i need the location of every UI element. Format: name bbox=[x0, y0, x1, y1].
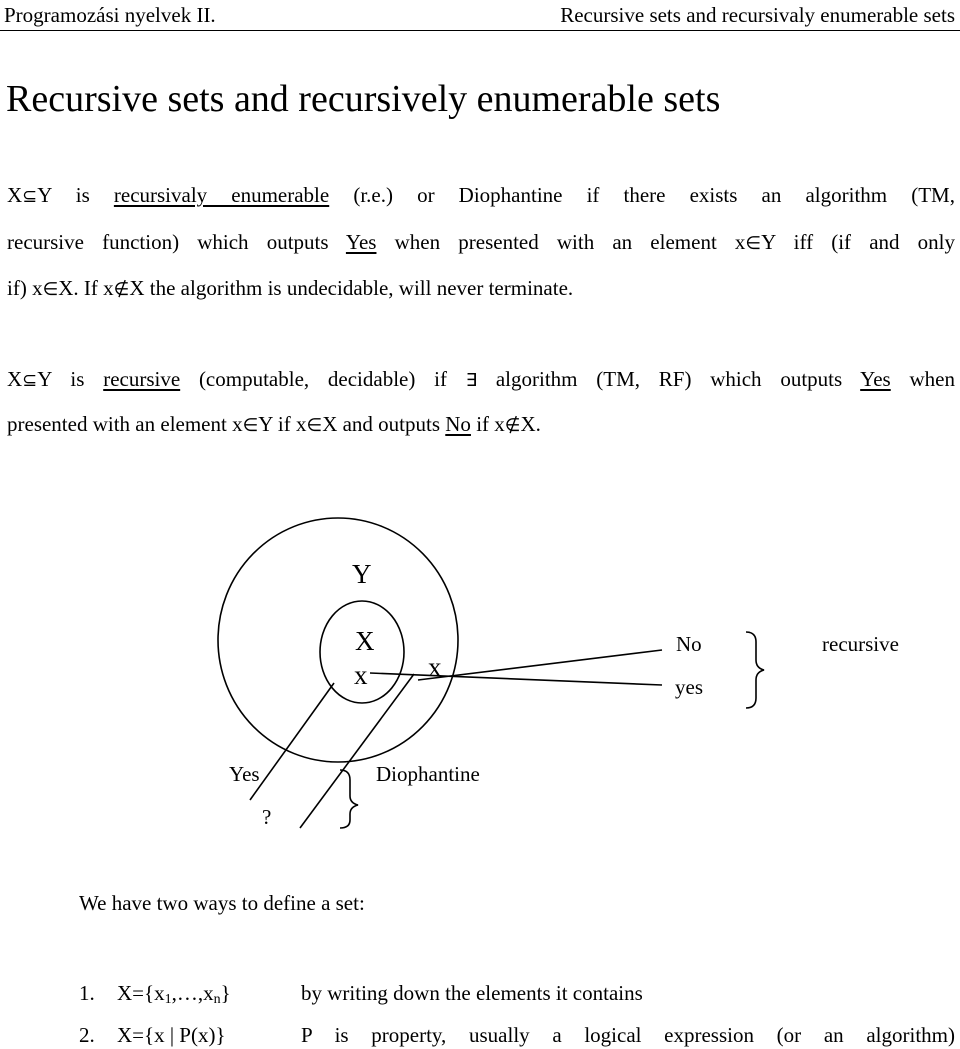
arrow-line-question bbox=[250, 683, 334, 800]
definition-item-2-formula: X={x | P(x)} bbox=[117, 1023, 226, 1047]
arrow-line-no bbox=[418, 650, 662, 680]
page-title: Recursive sets and recursively enumerable sets bbox=[6, 78, 721, 120]
label-no: No bbox=[676, 632, 702, 656]
exists-symbol: ∃ bbox=[465, 370, 478, 391]
para1-line3: if) x∈X. If x∉X the algorithm is undecidable, will never terminate. bbox=[7, 276, 574, 300]
outer-circle-y bbox=[218, 518, 458, 762]
label-yes: Yes bbox=[229, 762, 260, 786]
brace-recursive bbox=[746, 632, 764, 708]
definitions-intro: We have two ways to define a set: bbox=[79, 891, 365, 915]
definition-item-2-number: 2. bbox=[79, 1023, 95, 1047]
element-of-symbol: ∈ bbox=[242, 415, 259, 436]
label-element-inside: x bbox=[354, 660, 368, 690]
para2-line2: presented with an element x∈Y if x∈X and outputs No if x∉X. bbox=[7, 412, 541, 436]
label-recursive: recursive bbox=[822, 632, 899, 656]
definition-item-1-number: 1. bbox=[79, 981, 95, 1005]
definition-item-2-description: P is property, usually a logical expression (or an algorithm) bbox=[301, 1023, 955, 1047]
para1-line2: recursive function) which outputs Yes when presented with an element x∈Y iff (if and only bbox=[7, 230, 955, 254]
label-yes-lower: yes bbox=[675, 675, 703, 699]
label-element-outside: x bbox=[428, 652, 442, 682]
term-recursive: recursive bbox=[103, 367, 181, 391]
no-underlined: No bbox=[445, 412, 471, 436]
yes-underlined: Yes bbox=[345, 230, 377, 254]
header-left: Programozási nyelvek II. bbox=[4, 3, 216, 27]
definition-item-1-description: by writing down the elements it contains bbox=[301, 981, 643, 1005]
not-element-of-symbol: ∉ bbox=[113, 279, 130, 300]
definition-item-1-formula: $X=\{x_1,\dots,x_n\}$ bbox=[117, 981, 231, 1007]
label-inner-set-x: X bbox=[355, 626, 375, 656]
subset-symbol: ⊆ bbox=[22, 370, 38, 391]
header-right: Recursive sets and recursivaly enumerable sets bbox=[560, 3, 955, 27]
brace-diophantine bbox=[340, 770, 358, 828]
para1-line1: X⊆Y is recursivaly enumerable (r.e.) or Diophantine if there exists an algorithm (TM, bbox=[7, 183, 955, 207]
label-question: ? bbox=[262, 805, 272, 829]
element-of-symbol: ∈ bbox=[306, 415, 323, 436]
element-of-symbol: ∈ bbox=[42, 279, 59, 300]
label-diophantine: Diophantine bbox=[376, 762, 480, 786]
label-outer-set-y: Y bbox=[352, 559, 372, 589]
subset-symbol: ⊆ bbox=[22, 186, 38, 207]
para2-line1: X⊆Y is recursive (computable, decidable) if ∃ algorithm (TM, RF) which outputs Yes when bbox=[7, 367, 955, 391]
term-recursively-enumerable: recursivaly enumerable bbox=[113, 183, 330, 207]
yes-underlined: Yes bbox=[860, 367, 891, 391]
element-of-symbol: ∈ bbox=[745, 233, 762, 254]
not-element-of-symbol: ∉ bbox=[504, 415, 521, 436]
